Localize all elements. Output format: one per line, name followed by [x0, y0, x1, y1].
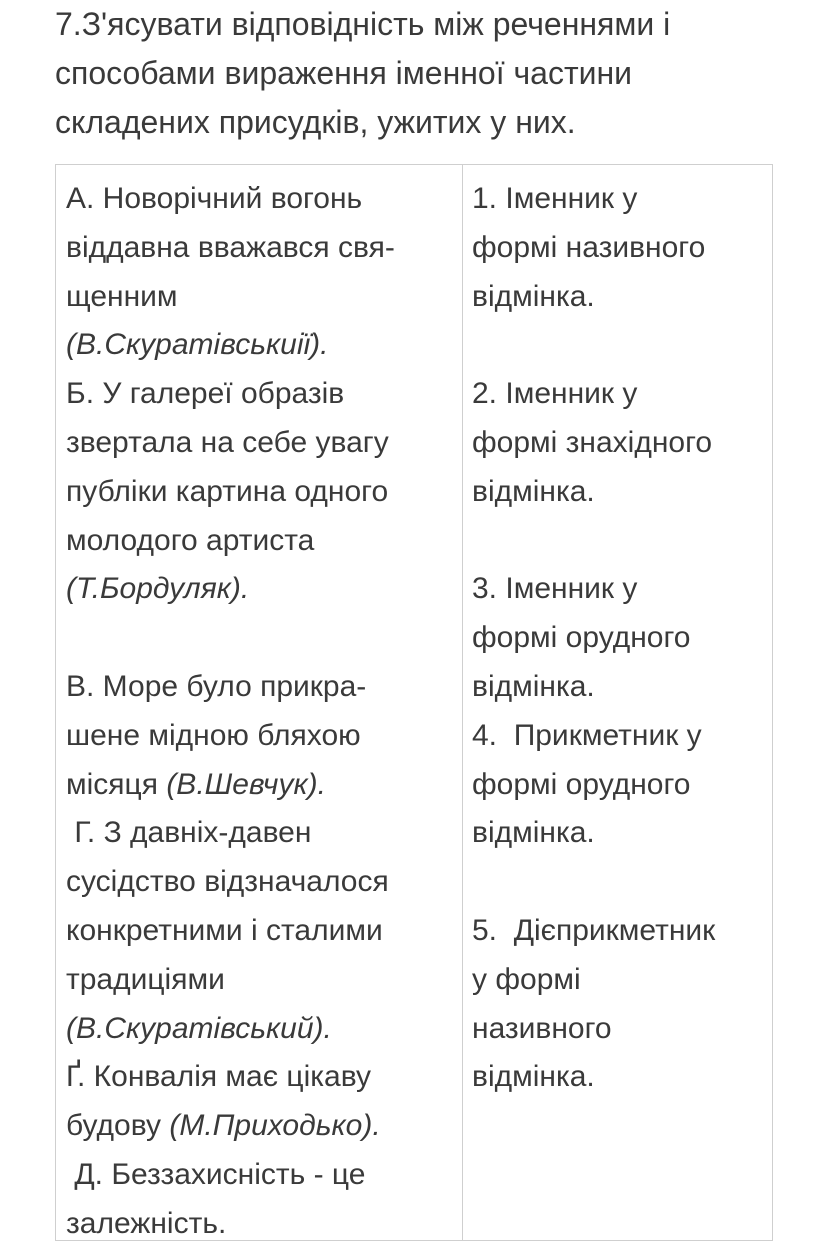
- author-citation: (В.Шевчук).: [166, 767, 326, 801]
- sentence-line: конкретними і сталими: [66, 913, 383, 947]
- sentence-line: [66, 565, 458, 614]
- sentence-line: Б. У галереї образів: [66, 377, 345, 411]
- task-line: способами вираження іменної частини: [55, 55, 633, 91]
- answer-line: формі орудного: [472, 767, 691, 801]
- answer-line: 4. Прикметник у: [472, 718, 702, 752]
- column-divider: [462, 165, 463, 1240]
- answers-column: [472, 175, 772, 1102]
- sentence-line: молодого артиста: [66, 523, 315, 557]
- answer-line: відмінка.: [472, 279, 595, 313]
- sentence-line: традиціями: [66, 962, 225, 996]
- sentence-line: [66, 614, 458, 663]
- sentence-line: Ґ. Конвалія має цікаву: [66, 1060, 371, 1094]
- sentence-line: В. Море було прикра-: [66, 669, 367, 703]
- sentence-line: А. Новорічний вогонь: [66, 182, 363, 215]
- sentence-line: будову (М.Приходько).: [66, 1109, 381, 1143]
- answer-line: відмінка.: [472, 1060, 595, 1094]
- task-heading: [55, 0, 795, 147]
- task-line: складених присудків, ужитих у них.: [55, 104, 576, 140]
- sentence-line: [66, 1005, 458, 1054]
- author-citation: (В.Скуратівськиії).: [66, 328, 329, 362]
- sentence-line: публіки картина одного: [66, 474, 389, 508]
- answer-line: у формі: [472, 962, 581, 996]
- task-line: 7.З'ясувати відповідність між реченнями і: [55, 6, 671, 42]
- answer-line: формі називного: [472, 230, 706, 264]
- sentence-line: місяця (В.Шевчук).: [66, 767, 326, 801]
- answer-line: [472, 517, 772, 566]
- answer-line: відмінка.: [472, 669, 595, 703]
- answer-line: [472, 858, 772, 907]
- answer-line: відмінка.: [472, 816, 595, 850]
- sentence-line: [66, 321, 458, 370]
- answer-line: називного: [472, 1011, 612, 1045]
- answer-line: [472, 321, 772, 370]
- sentence-line: сусідство відзначалося: [66, 865, 389, 899]
- sentence-line: віддавна вважався свя-: [66, 230, 395, 264]
- author-citation: (М.Приходько).: [169, 1109, 381, 1143]
- author-citation: (В.Скуратівський).: [66, 1011, 332, 1045]
- sentence-line: залежність.: [66, 1206, 227, 1240]
- sentence-line: щенним: [66, 279, 178, 313]
- answer-line: 1. Іменник у: [472, 182, 638, 215]
- matching-table: [55, 164, 773, 1241]
- answer-line: відмінка.: [472, 474, 595, 508]
- author-citation: (Т.Бордуляк).: [66, 572, 250, 606]
- sentence-line: Г. З давніх-давен: [66, 816, 312, 850]
- answer-line: формі знахідного: [472, 425, 713, 459]
- sentence-line: Д. Беззахисність - це: [66, 1157, 366, 1191]
- sentences-column: [66, 175, 458, 1249]
- sentence-line: шене мідною бляхою: [66, 718, 361, 752]
- sentence-line: звертала на себе увагу: [66, 425, 389, 459]
- answer-line: 5. Дієприкметник: [472, 913, 716, 947]
- answer-line: 2. Іменник у: [472, 377, 638, 411]
- answer-line: формі орудного: [472, 621, 691, 655]
- answer-line: 3. Іменник у: [472, 572, 638, 606]
